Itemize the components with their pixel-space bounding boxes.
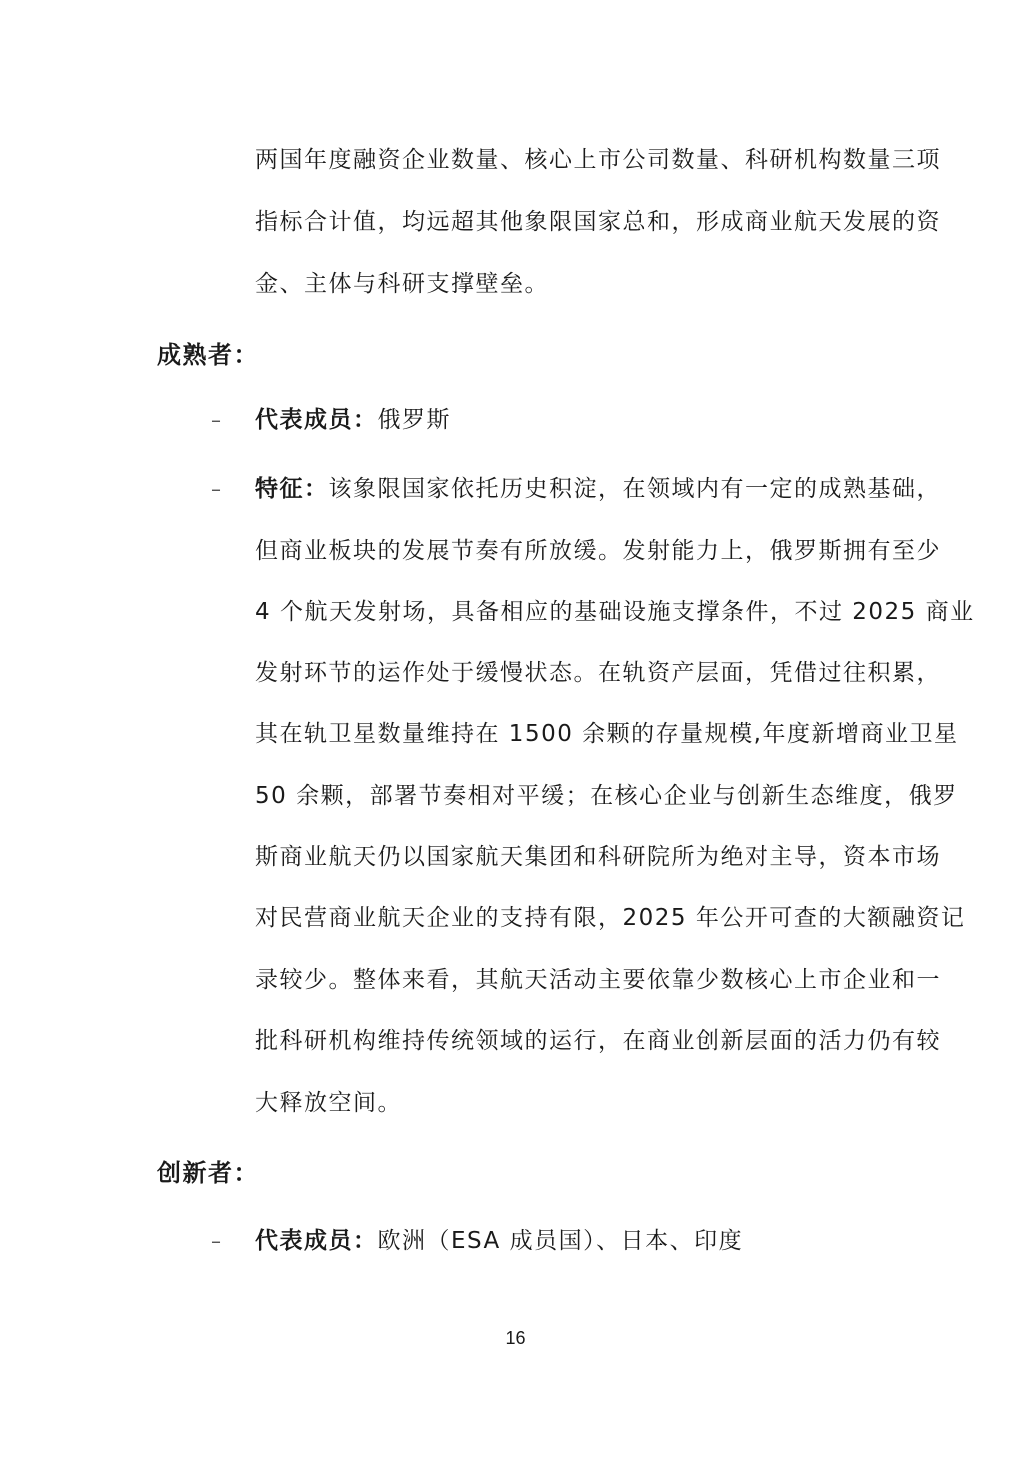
paragraph-line: 但商业板块的发展节奏有所放缓。发射能力上，俄罗斯拥有至少 xyxy=(255,538,941,564)
paragraph-line: 金、主体与科研支撑壁垒。 xyxy=(255,271,549,297)
paragraph-line: 斯商业航天仍以国家航天集团和科研院所为绝对主导，资本市场 xyxy=(255,844,941,870)
section-heading-mature: 成熟者： xyxy=(157,341,259,369)
paragraph-line: 对民营商业航天企业的支持有限，2025 年公开可查的大额融资记 xyxy=(255,905,966,931)
paragraph-line: 录较少。整体来看，其航天活动主要依靠少数核心上市企业和一 xyxy=(255,967,941,993)
members-value: 俄罗斯 xyxy=(377,407,451,433)
paragraph-line: 批科研机构维持传统领域的运行，在商业创新层面的活力仍有较 xyxy=(255,1028,941,1054)
members-value: 欧洲（ESA 成员国）、日本、印度 xyxy=(377,1228,744,1254)
paragraph-line: 指标合计值，均远超其他象限国家总和，形成商业航天发展的资 xyxy=(255,209,941,235)
features-label: 特征： xyxy=(255,476,329,502)
bullet-dash: – xyxy=(211,1229,221,1253)
paragraph-line: 其在轨卫星数量维持在 1500 余颗的存量规模,年度新增商业卫星 xyxy=(255,721,959,747)
mature-features xyxy=(255,474,941,504)
members-label: 代表成员： xyxy=(255,1228,378,1254)
bullet-dash: – xyxy=(211,477,221,501)
bullet-dash: – xyxy=(211,408,221,432)
innovator-members xyxy=(255,1226,743,1256)
paragraph-line: 4 个航天发射场，具备相应的基础设施支撑条件，不过 2025 商业 xyxy=(255,599,975,625)
features-text: 该象限国家依托历史积淀，在领域内有一定的成熟基础， xyxy=(328,476,941,502)
page-number: 16 xyxy=(505,1328,526,1348)
mature-members xyxy=(255,405,451,435)
paragraph-line: 两国年度融资企业数量、核心上市公司数量、科研机构数量三项 xyxy=(255,147,941,173)
members-label: 代表成员： xyxy=(255,407,378,433)
paragraph-line: 大释放空间。 xyxy=(255,1090,402,1116)
paragraph-line: 50 余颗，部署节奏相对平缓；在核心企业与创新生态维度，俄罗 xyxy=(255,783,958,809)
section-heading-innovator: 创新者： xyxy=(157,1159,259,1187)
paragraph-line: 发射环节的运作处于缓慢状态。在轨资产层面，凭借过往积累， xyxy=(255,660,941,686)
